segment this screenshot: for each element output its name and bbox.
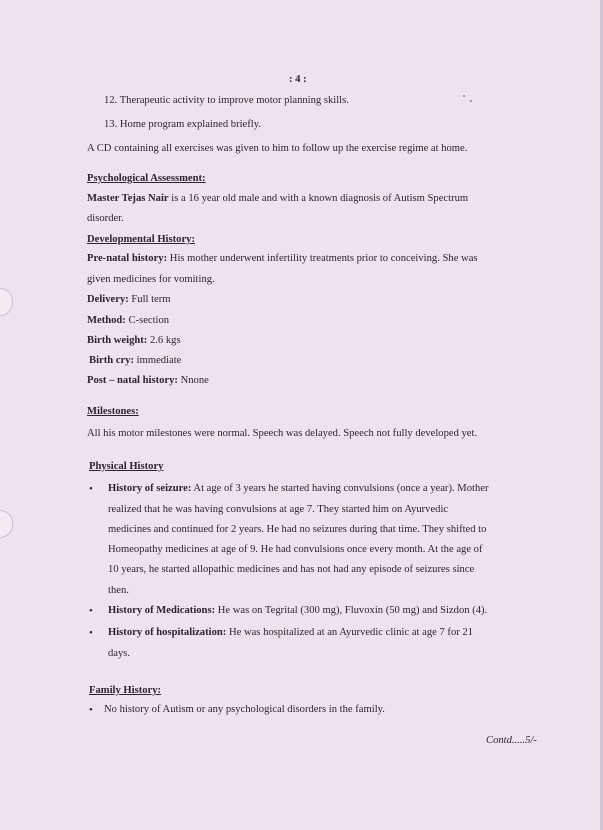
hospital-line-2: days.: [108, 648, 131, 659]
hospital-line-1: History of hospitalization: He was hospitalized at an Ayurvedic clinic at age 7 for 21: [108, 627, 474, 638]
physical-heading: Physical History: [89, 461, 164, 472]
punch-hole-top: [0, 288, 13, 316]
continued-footer: Contd.....5/-: [486, 735, 537, 746]
seizure-line-4: Homeopathy medicines at age of 9. He had convulsions once every month. At the age of: [108, 544, 483, 555]
milestones-text: All his motor milestones were normal. Speech was delayed. Speech not fully developed yet.: [87, 428, 478, 439]
cd-note: A CD containing all exercises was given to him to follow up the exercise regime at home.: [87, 143, 468, 154]
method-line: Method: C-section: [87, 315, 170, 326]
seizure-line-1: History of seizure: At age of 3 years he started having convulsions (once a year). Mother: [108, 483, 489, 494]
list-item-13: 13. Home program explained briefly.: [104, 119, 261, 130]
bullet-icon: •: [89, 605, 93, 617]
scan-speck: [463, 95, 465, 97]
psych-line-1: Master Tejas Nair is a 16 year old male and with a known diagnosis of Autism Spectrum: [87, 193, 469, 204]
psych-line-2: disorder.: [87, 213, 124, 224]
prenatal-line-1: Pre-natal history: His mother underwent infertility treatments prior to conceiving. She was: [87, 253, 478, 264]
bullet-icon: •: [89, 483, 93, 495]
punch-hole-bottom: [0, 510, 13, 538]
psych-heading: Psychological Assessment:: [87, 173, 206, 184]
postnatal-line: Post – natal history: Nnone: [87, 375, 209, 386]
birth-weight-line: Birth weight: 2.6 kgs: [87, 335, 181, 346]
developmental-heading: Developmental History:: [87, 234, 195, 245]
bullet-icon: •: [89, 627, 93, 639]
bullet-icon: •: [89, 704, 93, 716]
scan-speck: [470, 100, 472, 102]
birth-cry-line: Birth cry: immediate: [89, 355, 182, 366]
family-heading: Family History:: [89, 685, 162, 696]
medications-line: History of Medications: He was on Tegrital (300 mg), Fluvoxin (50 mg) and Sizdon (4).: [108, 605, 488, 616]
seizure-line-6: then.: [108, 585, 129, 596]
seizure-line-5: 10 years, he started allopathic medicines and has not had any episode of seizures since: [108, 564, 475, 575]
family-text: No history of Autism or any psychological disorders in the family.: [104, 704, 385, 715]
seizure-line-3: medicines and continued for 2 years. He had no seizures during that time. They shifted to: [108, 524, 487, 535]
prenatal-line-2: given medicines for vomiting.: [87, 274, 215, 285]
seizure-line-2: realized that he was having convulsions at age 7. They started him on Ayurvedic: [108, 504, 449, 515]
milestones-heading: Milestones:: [87, 406, 139, 417]
patient-name: Master Tejas Nair: [87, 193, 169, 204]
page-number: : 4 :: [289, 74, 307, 85]
delivery-line: Delivery: Full term: [87, 294, 171, 305]
list-item-12: 12. Therapeutic activity to improve motor planning skills.: [104, 95, 349, 106]
